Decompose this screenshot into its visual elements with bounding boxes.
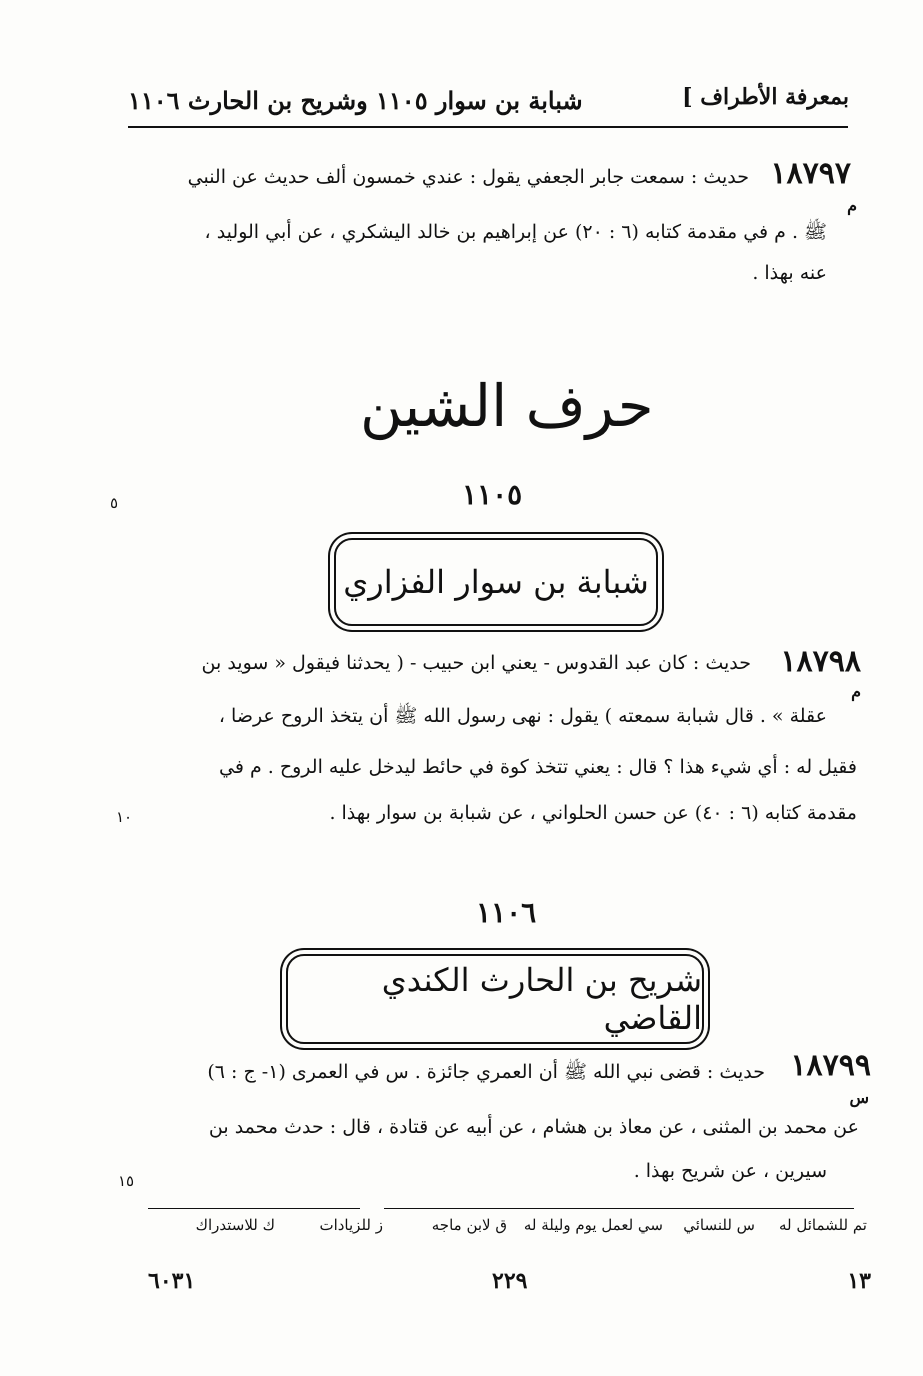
volume-number: ١٣ <box>847 1268 871 1294</box>
running-header-right: بمعرفة الأطراف ] <box>682 84 849 110</box>
footnote-divider <box>384 1208 854 1209</box>
hadith-text-line: سيرين ، عن شريح بهذا . <box>633 1160 827 1182</box>
section-title-frame <box>334 538 658 626</box>
abbreviation-key: ك للاستدراك <box>195 1216 275 1234</box>
abbreviation-key: س للنسائي <box>683 1216 755 1234</box>
abbreviation-key: سي لعمل يوم وليلة له <box>523 1216 663 1234</box>
header-divider <box>128 126 848 128</box>
hadith-number: ١٨٧٩٧ <box>770 156 851 191</box>
source-marker: م <box>851 682 861 701</box>
source-marker: م <box>847 196 857 215</box>
section-title-frame <box>286 954 704 1044</box>
section-number: ١١٠٦ <box>476 896 537 929</box>
print-code: ٦٠٣١ <box>148 1268 196 1294</box>
hadith-text-line: مقدمة كتابه (٦ : ٤٠) عن حسن الحلواني ، عن شبابة بن سوار بهذا . <box>329 802 857 824</box>
line-margin-number: ١٠ <box>116 808 133 826</box>
abbreviation-key: ز للزيادات <box>319 1216 383 1234</box>
page-number: ٢٢٩ <box>492 1268 528 1294</box>
hadith-text-line: فقيل له : أي شيء هذا ؟ قال : يعني تتخذ كوة في حائط ليدخل عليه الروح . م في <box>219 756 857 778</box>
section-title: شريح بن الحارث الكندي القاضي <box>381 961 702 1037</box>
hadith-text-line: عن محمد بن المثنى ، عن معاذ بن هشام ، عن أبيه عن قتادة ، قال : حدث محمد بن <box>208 1116 859 1138</box>
hadith-number: ١٨٧٩٨ <box>780 644 861 679</box>
chapter-title: حرف الشين <box>360 372 654 440</box>
hadith-text-line: حديث : كان عبد القدوس - يعني ابن حبيب - ( يحدثنا فيقول « سويد بن <box>201 652 751 674</box>
running-header-left: شبابة بن سوار ١١٠٥ وشريح بن الحارث ١١٠٦ <box>128 86 583 115</box>
section-title: شبابة بن سوار الفزاري <box>343 563 649 601</box>
section-number: ١١٠٥ <box>462 478 523 511</box>
hadith-text-line: ﷺ . م في مقدمة كتابه (٦ : ٢٠) عن إبراهيم بن خالد اليشكري ، عن أبي الوليد ، <box>204 221 827 243</box>
hadith-text-line: عقلة » . قال شبابة سمعته ) يقول : نهى رسول الله ﷺ أن يتخذ الروح عرضا ، <box>218 705 827 727</box>
line-margin-number: ١٥ <box>118 1172 135 1190</box>
line-margin-number: ٥ <box>110 494 119 512</box>
source-marker: س <box>849 1088 869 1107</box>
hadith-text-line: حديث : قضى نبي الله ﷺ أن العمري جائزة . س في العمرى (١- ج : ٦) <box>207 1061 765 1083</box>
abbreviation-key: ق لابن ماجه <box>431 1216 507 1234</box>
hadith-number: ١٨٧٩٩ <box>790 1048 871 1083</box>
footnote-divider <box>148 1208 360 1209</box>
hadith-text-line: حديث : سمعت جابر الجعفي يقول : عندي خمسون ألف حديث عن النبي <box>187 166 749 188</box>
hadith-text-line: عنه بهذا . <box>752 262 827 284</box>
abbreviation-key: تم للشمائل له <box>778 1216 867 1234</box>
